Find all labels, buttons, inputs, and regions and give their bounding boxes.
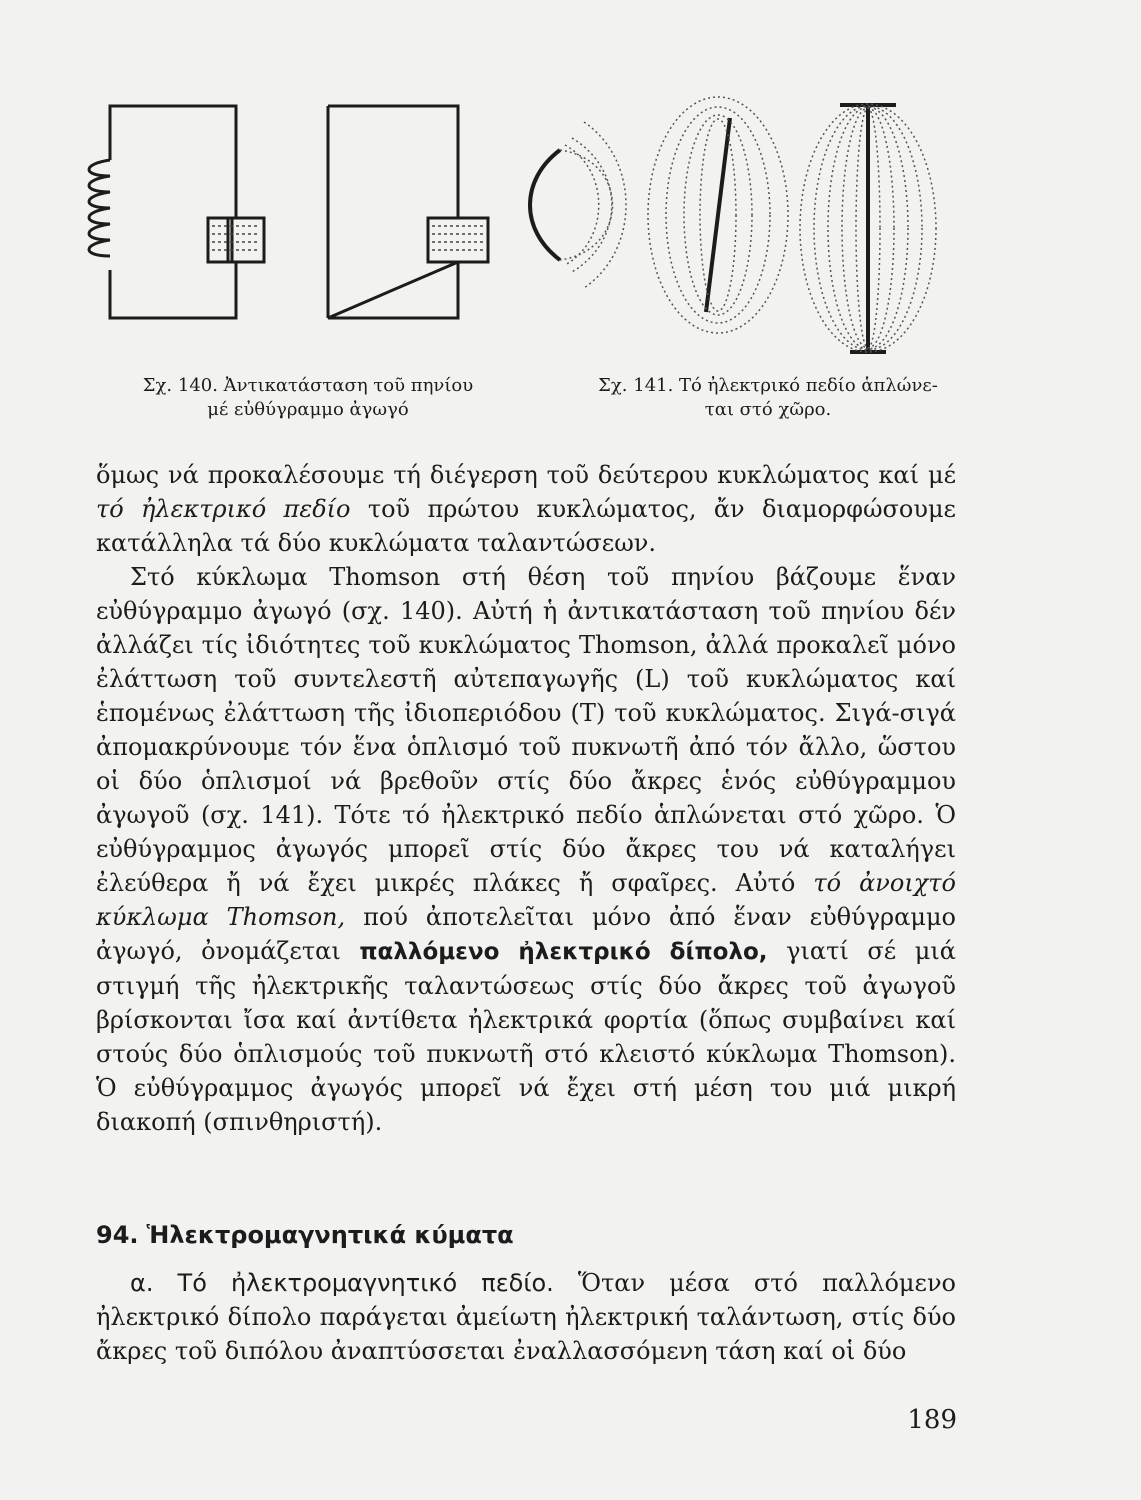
fig141-caption: [528, 374, 1008, 422]
fig140-straight-circuit: [328, 106, 488, 318]
p2-part-b: πού ἀποτελεῖται μόνο ἀπό ἕναν εὐθύγραμμο ἀγωγό, ὀνομάζεται: [96, 903, 957, 965]
paragraph-1: [96, 458, 956, 560]
fig141-stage2: [648, 97, 788, 333]
fig140-coil-circuit: [89, 106, 264, 318]
p2-bold-term: παλλόμενο ἠλεκτρικό δίπολο,: [359, 939, 768, 965]
p1-rest: τοῦ πρώτου κυκλώματος, ἄν διαμορφώσουμε κατάλληλα τά δύο κυκλώματα ταλαντώσεων.: [96, 495, 956, 557]
fig141-caption-line1: Σχ. 141. Τό ἠλεκτρικό πεδίο ἁπλώνε-: [598, 375, 938, 396]
section-number: 94.: [96, 1221, 139, 1249]
body-text-block: [96, 458, 956, 1139]
page-number: 189: [907, 1405, 957, 1435]
p1-text: ὅμως νά προκαλέσουμε τή διέγερση τοῦ δεύτερου κυκλώματος καί μέ: [96, 461, 956, 489]
p1-emphasis: τό ἠλεκτρικό πεδίο: [96, 495, 351, 523]
p2-part-c: γιατί σέ μιά στιγμή τῆς ἠλεκτρικῆς ταλαντώσεως στίς δύο ἄκρες τοῦ ἀγωγοῦ βρίσκονται ἴσα καί ἀντίθετα ἠλεκτρικά φορτία (ὅπως συμβαίνει καί στούς δύο ὁπλισμούς τοῦ πυκνωτῆ στό κλειστό κύκλωμα Thomson). Ὁ εὐθύγραμμος ἀγωγός μπορεῖ νά ἔχει στή μέση του μιά μικρή διακοπή (σπινθηριστή).: [96, 937, 956, 1136]
figures: [0, 0, 1141, 400]
paragraph-3: [96, 1266, 956, 1368]
fig140-caption: [88, 374, 528, 422]
fig141-caption-line2: ται στό χῶρο.: [704, 399, 832, 420]
section-heading: [96, 1220, 956, 1250]
p2-part-a: Στό κύκλωμα Thomson στή θέση τοῦ πηνίου βάζουμε ἕναν εὐθύγραμμο ἀγωγό (σχ. 140). Αὐτή ἡ ἀντικατάσταση τοῦ πηνίου δέν ἀλλάζει τίς ἰδιότητες τοῦ κυκλώματος Thomson, ἀλλά προκαλεῖ μόνο ἐλάττωση τοῦ συντελεστῆ αὐτεπαγωγῆς (L) τοῦ κυκλώματος καί ἑπομένως ἐλάττωση τῆς ἰδιοπεριόδου (Τ) τοῦ κυκλώματος. Σιγά-σιγά ἀπομακρύνουμε τόν ἕνα ὁπλισμό τοῦ πυκνωτῆ ἀπό τόν ἄλλο, ὥστου οἱ δύο ὁπλισμοί νά βρεθοῦν στίς δύο ἄκρες ἑνός εὐθύγραμμου ἀγωγοῦ (σχ. 141). Τότε τό ἠλεκτρικό πεδίο ἁπλώνεται στό χῶρο. Ὁ εὐθύγραμμος ἀγωγός μπορεῖ στίς δύο ἄκρες του νά καταλήγει ἐλεύθερα ἤ νά ἔχει μικρές πλάκες ἤ σφαῖρες. Αὐτό: [96, 563, 956, 897]
p2-emphasis: τό ἀνοιχτό κύκλωμα Thomson,: [96, 869, 957, 931]
p3-text: Ὅταν μέσα στό παλλόμενο ἠλεκτρικό δίπολο παράγεται ἀμείωτη ἠλεκτρική ταλάντωση, στίς δύο ἄκρες τοῦ διπόλου ἀναπτύσσεται ἐναλλασσόμενη τάση καί οἱ δύο: [96, 1269, 956, 1365]
subsection-label: α. Τό ἠλεκτρομαγνητικό πεδίο.: [130, 1269, 554, 1297]
fig141-stage3: [800, 104, 936, 352]
fig140-caption-line1: Σχ. 140. Ἀντικατάσταση τοῦ πηνίου: [142, 375, 474, 396]
section-title: Ἡλεκτρομαγνητικά κύματα: [146, 1221, 514, 1249]
fig141-stage1: [530, 122, 626, 288]
fig140-caption-line2: μέ εὐθύγραμμο ἀγωγό: [207, 399, 409, 420]
body-text-block-2: [96, 1266, 956, 1368]
paragraph-2: [96, 560, 956, 1139]
